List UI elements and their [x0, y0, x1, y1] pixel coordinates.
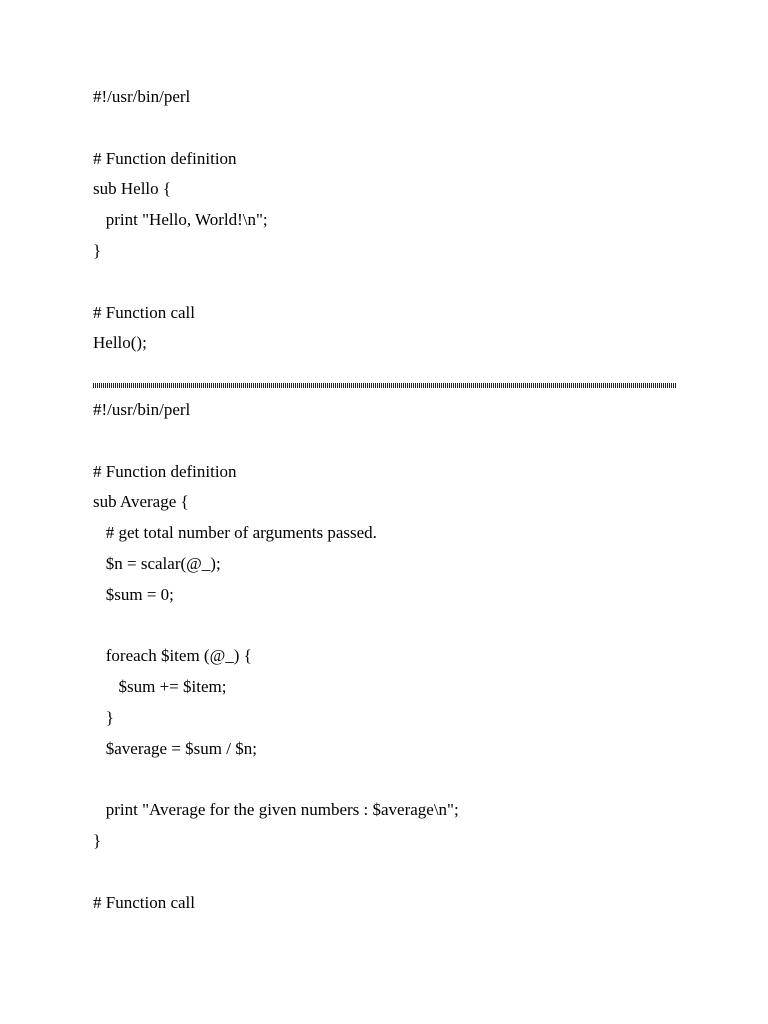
code-line: # Function definition [93, 148, 237, 168]
code-line: # Function call [93, 302, 195, 322]
code-line [93, 269, 268, 300]
code-line: $sum += $item; [93, 677, 227, 697]
code-line: print "Hello, World!\n"; [93, 210, 268, 230]
code-block-average [93, 397, 459, 921]
code-line: sub Hello { [93, 179, 172, 199]
code-line: sub Average { [93, 492, 189, 512]
code-line [93, 613, 459, 644]
code-line [93, 115, 268, 146]
code-line: #!/usr/bin/perl [93, 400, 191, 419]
code-block-hello [93, 84, 268, 361]
code-line [93, 767, 459, 798]
code-line: } [93, 831, 102, 851]
code-line: # Function call [93, 892, 195, 912]
code-line: Hello(); [93, 333, 147, 353]
code-line: # Function definition [93, 461, 237, 481]
code-line [93, 428, 459, 459]
section-divider [93, 383, 676, 388]
code-line: print "Average for the given numbers : $average\n"; [93, 800, 459, 820]
code-line: } [93, 240, 102, 260]
code-line [93, 859, 459, 890]
code-line: foreach $item (@_) { [93, 646, 252, 666]
code-line: $average = $sum / $n; [93, 738, 257, 758]
code-line: } [93, 707, 114, 727]
code-line: $sum = 0; [93, 584, 174, 604]
code-line: #!/usr/bin/perl [93, 87, 191, 106]
code-line: # get total number of arguments passed. [93, 523, 377, 543]
code-line: $n = scalar(@_); [93, 553, 221, 573]
